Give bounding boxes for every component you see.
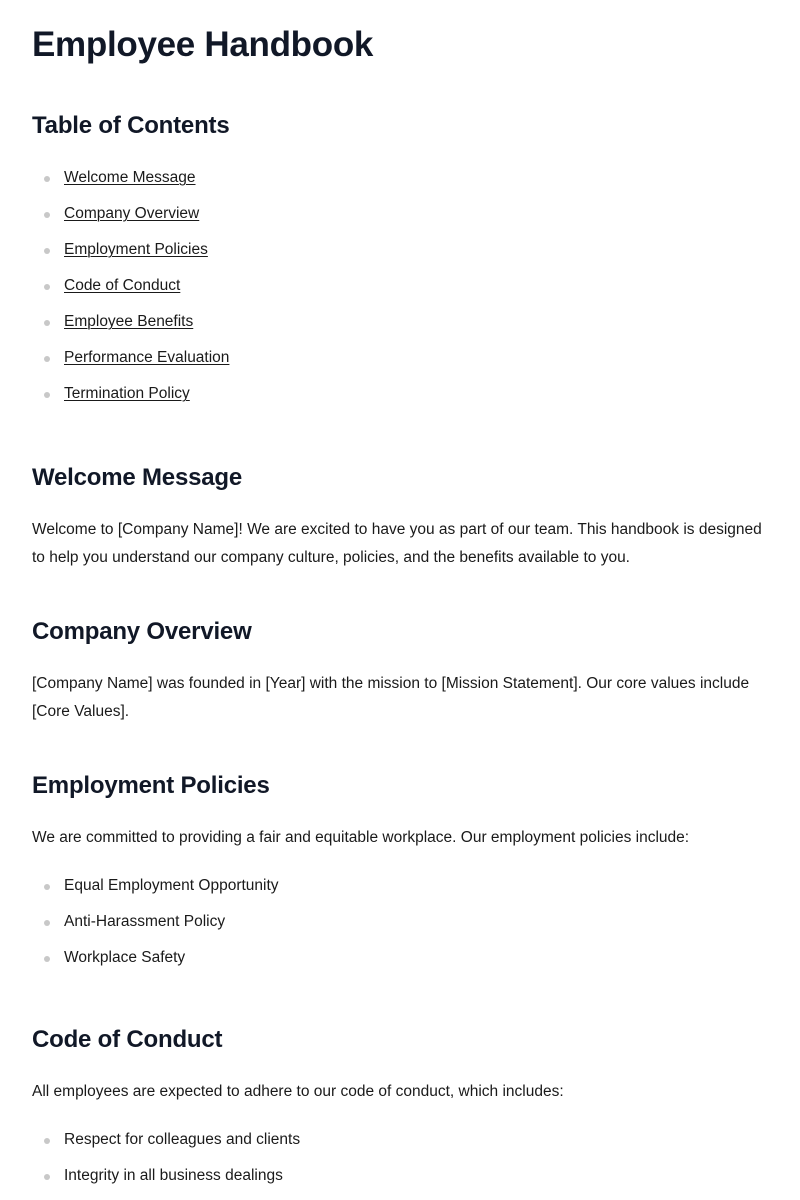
toc-link-code-of-conduct[interactable]: Code of Conduct xyxy=(64,277,181,294)
conduct-text: All employees are expected to adhere to our code of conduct, which includes: xyxy=(32,1083,564,1100)
toc-link-termination-policy[interactable]: Termination Policy xyxy=(64,385,190,402)
toc-item xyxy=(32,308,768,344)
list-item: Anti-Harassment Policy xyxy=(32,908,768,944)
toc-link-company-overview[interactable]: Company Overview xyxy=(64,205,200,222)
conduct-list xyxy=(32,1126,768,1198)
list-item: Integrity in all business dealings xyxy=(32,1162,768,1198)
list-item: Workplace Safety xyxy=(32,944,768,980)
toc-item xyxy=(32,200,768,236)
toc-link-performance-evaluation[interactable]: Performance Evaluation xyxy=(64,349,230,366)
overview-text: [Company Name] was founded in [Year] with the mission to [Mission Statement]. Our core values include [Core Values]. xyxy=(32,675,750,720)
policies-list xyxy=(32,872,768,980)
toc-list xyxy=(32,164,768,416)
toc-item xyxy=(32,380,768,416)
toc-item xyxy=(32,164,768,200)
toc-item xyxy=(32,272,768,308)
toc-item xyxy=(32,344,768,380)
list-item: Respect for colleagues and clients xyxy=(32,1126,768,1162)
welcome-heading: Welcome Message xyxy=(32,464,242,491)
toc-heading: Table of Contents xyxy=(32,112,230,139)
welcome-text: Welcome to [Company Name]! We are excited to have you as part of our team. This handbook is designed to help you understand our company culture, policies, and the benefits available to you. xyxy=(32,521,762,566)
toc-link-employment-policies[interactable]: Employment Policies xyxy=(64,241,208,258)
conduct-heading: Code of Conduct xyxy=(32,1026,223,1053)
toc-item xyxy=(32,236,768,272)
policies-heading: Employment Policies xyxy=(32,772,270,799)
toc-link-employee-benefits[interactable]: Employee Benefits xyxy=(64,313,194,330)
list-item: Equal Employment Opportunity xyxy=(32,872,768,908)
overview-heading: Company Overview xyxy=(32,618,252,645)
page-title: Employee Handbook xyxy=(32,25,374,64)
policies-text: We are committed to providing a fair and equitable workplace. Our employment policies include: xyxy=(32,829,690,846)
toc-link-welcome-message[interactable]: Welcome Message xyxy=(64,169,196,186)
